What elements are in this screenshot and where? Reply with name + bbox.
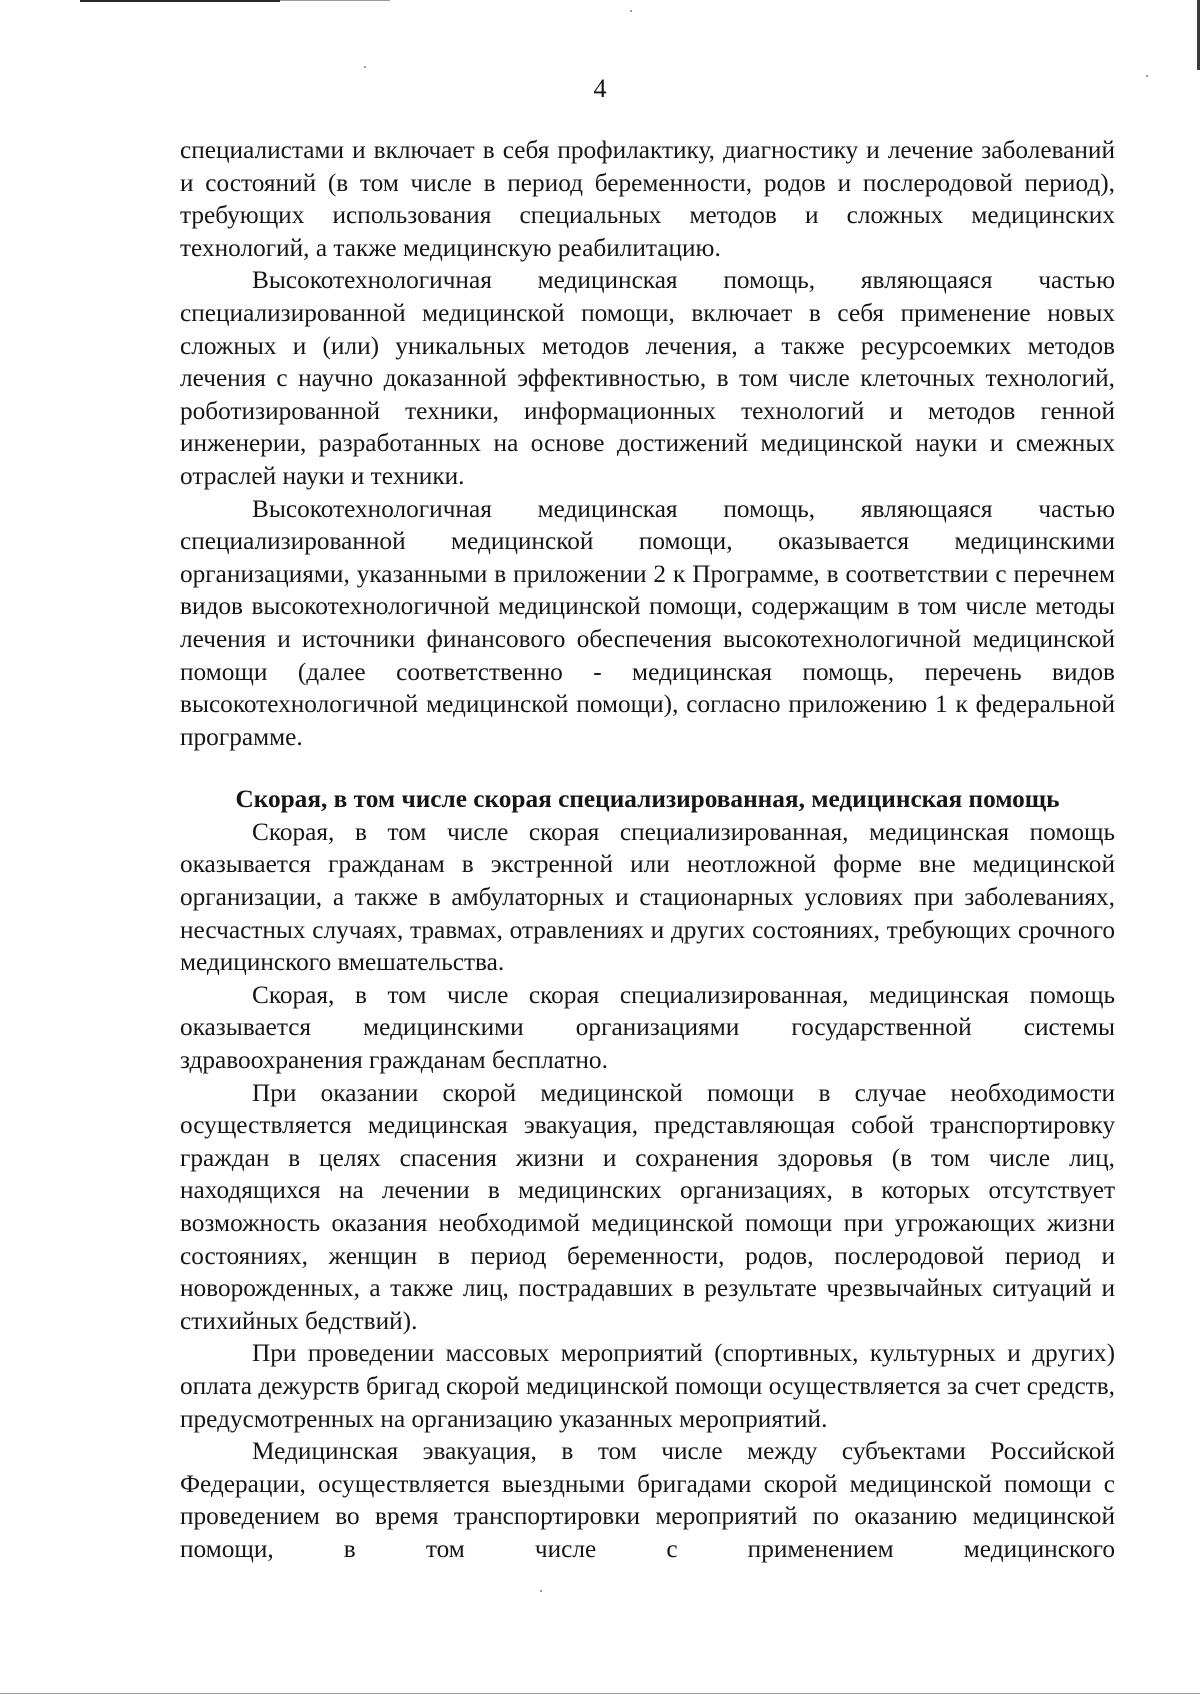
- page-number: 4: [593, 74, 607, 103]
- paragraph-high-tech-care-provision: Высокотехнологичная медицинская помощь, являющаяся частью специализированной медицинской помощи, оказывается медицинскими организациями, указанными в приложении 2 к Программе, в соответствии с перечнем видов высокотехнологичной медицинской помощи, содержащим в том числе методы лечения и источники финансового обеспечения высокотехнологичной медицинской помощи (далее соответственно - медицинская помощь, перечень видов высокотехнологичной медицинской помощи), согласно приложению 1 к федеральной программе.: [180, 494, 1115, 751]
- paragraph-high-tech-care-definition: Высокотехнологичная медицинская помощь, являющаяся частью специализированной медицинской помощи, включает в себя применение новых сложных и (или) уникальных методов лечения, а также ресурсоемких методов лечения с научно доказанной эффективностью, в том числе клеточных технологий, роботизированной техники, информационных технологий и методов генной инженерии, разработанных на основе достижений медицинской науки и смежных отраслей науки и техники.: [180, 266, 1115, 490]
- paragraph-interregional-evacuation: Медицинская эвакуация, в том числе между субъектами Российской Федерации, осуществляется выездными бригадами скорой медицинской помощи с проведением во время транспортировки мероприятий по оказанию медицинской помощи, в том числе с применением медицинского: [180, 1437, 1115, 1563]
- paragraph-mass-events: При проведении массовых мероприятий (спортивных, культурных и других) оплата дежурств бригад скорой медицинской помощи осуществляется за счет средств, предусмотренных на организацию указанных мероприятий.: [180, 1339, 1115, 1433]
- scan-artifact-top-line: [80, 0, 280, 2]
- scan-speck: [630, 10, 632, 12]
- paragraph-emergency-care-scope: Скорая, в том числе скорая специализированная, медицинская помощь оказывается гражданам в экстренной или неотложной форме вне медицинской организации, а также в амбулаторных и стационарных условиях при заболеваниях, несчастных случаях, травмах, отравлениях и других состояниях, требующих срочного медицинского вмешательства.: [180, 817, 1115, 977]
- paragraph-medical-evacuation: При оказании скорой медицинской помощи в случае необходимости осуществляется медицинская эвакуация, представляющая собой транспортировку граждан в целях спасения жизни и сохранения здоровья (в том числе лиц, находящихся на лечении в медицинских организациях, в которых отсутствует возможность оказания необходимой медицинской помощи при угрожающих жизни состояниях, женщин в период беременности, родов, послеродовой период и новорожденных, а также лиц, пострадавших в результате чрезвычайных ситуаций и стихийных бедствий).: [180, 1078, 1115, 1335]
- scan-speck: [364, 66, 366, 68]
- scan-speck: [540, 1590, 542, 1592]
- paragraph-emergency-care-free: Скорая, в том числе скорая специализированная, медицинская помощь оказывается медицинскими организациями государственной системы здравоохранения гражданам бесплатно.: [180, 980, 1115, 1075]
- scan-artifact-top-line-faint: [280, 0, 390, 1]
- document-body: [180, 134, 1115, 1566]
- paragraph-continuation: специалистами и включает в себя профилактику, диагностику и лечение заболеваний и состояний (в том числе в период беременности, родов и послеродовой период), требующих использования специальных методов и сложных медицинских технологий, а также медицинскую реабилитацию.: [180, 136, 1115, 262]
- section-heading-emergency-care: Скорая, в том числе скорая специализированная, медицинская помощь: [235, 785, 1060, 814]
- scan-artifact-bottom-line: [0, 1693, 1200, 1694]
